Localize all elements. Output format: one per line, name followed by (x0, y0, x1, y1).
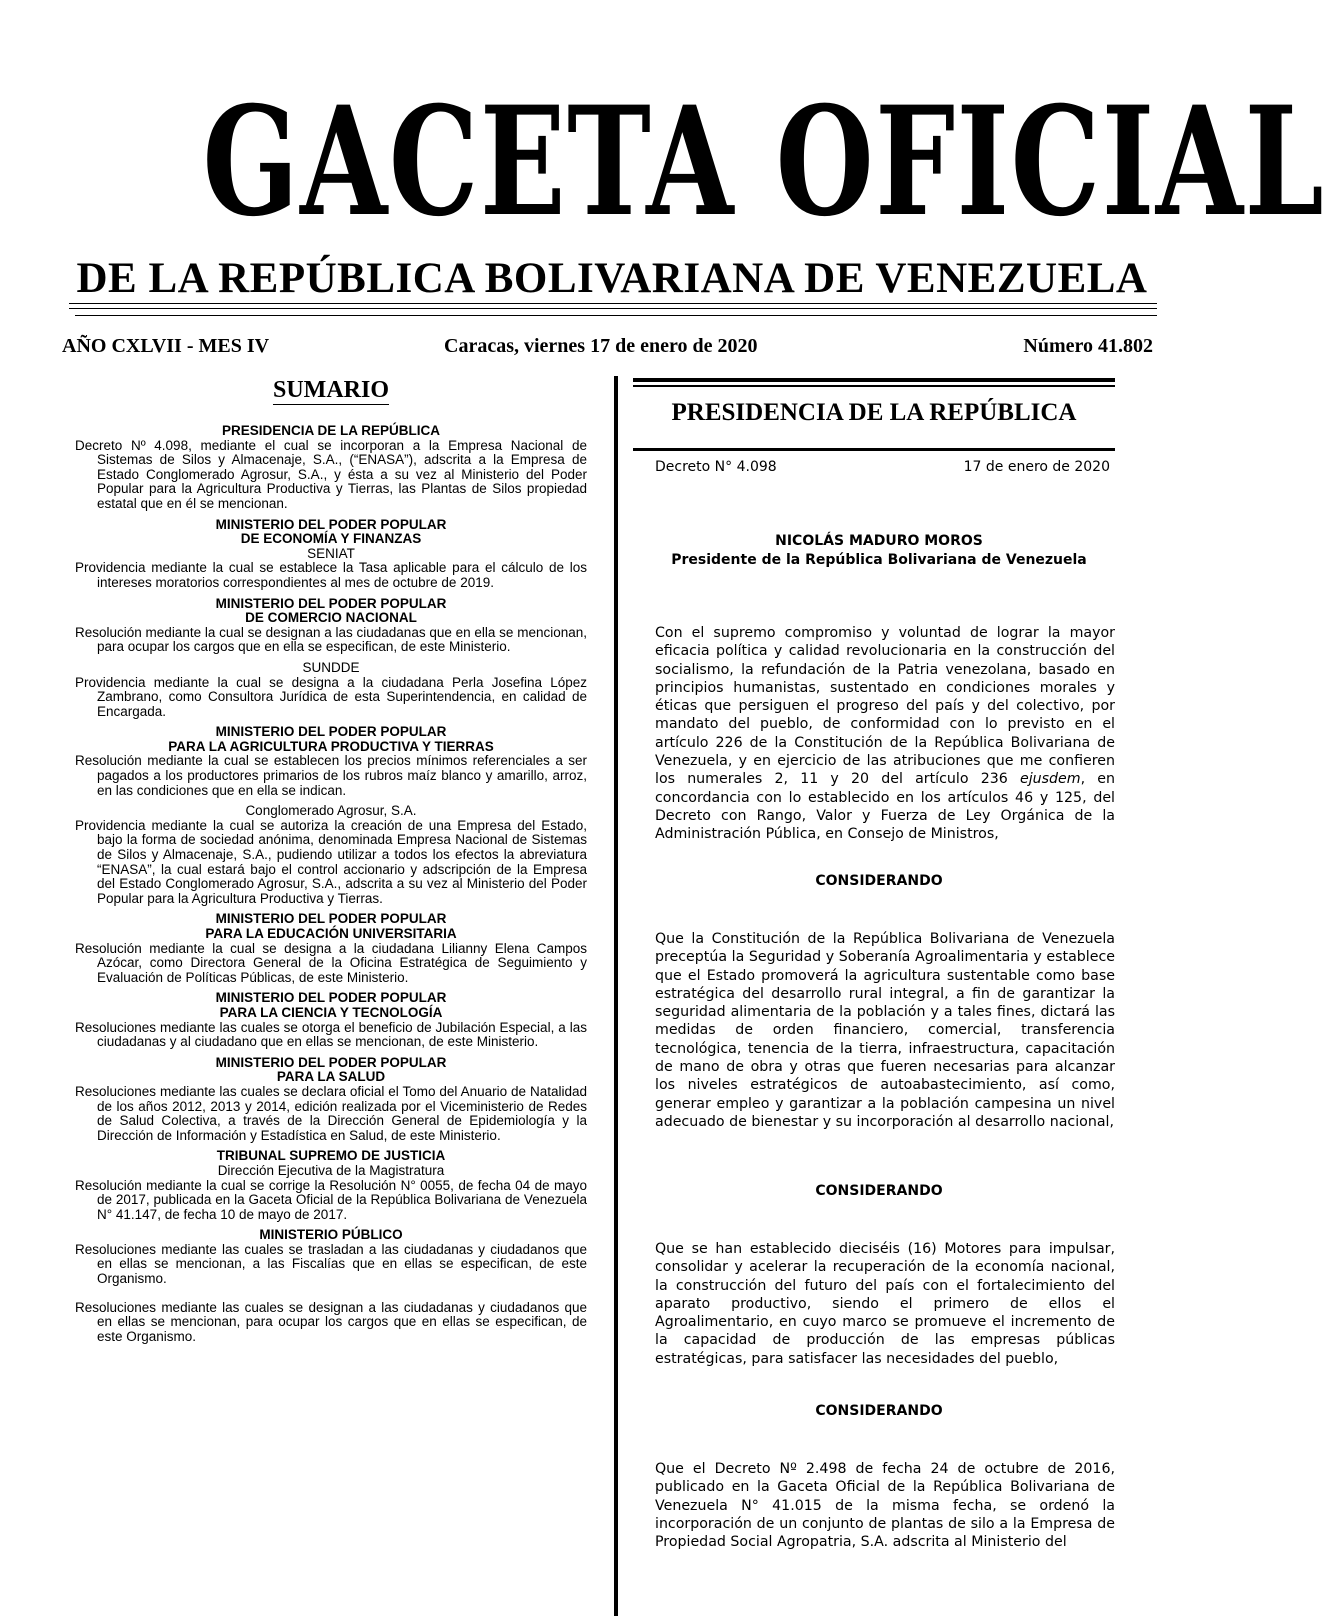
president-name: NICOLÁS MADURO MOROS (775, 533, 983, 549)
masthead-rule-thin (75, 315, 1157, 316)
gazette-subtitle: DE LA REPÚBLICA BOLIVARIANA DE VENEZUELA (76, 255, 1148, 302)
sumario-entry: Resolución mediante la cual se corrige la Resolución N° 0055, de fecha 04 de mayo de 2017, publicada en la Gaceta Oficial de la República Bolivariana de Venezuela N° 41.147, de fecha 10 de mayo de 2017. (75, 1177, 587, 1222)
sumario-heading: PARA LA AGRICULTURA PRODUCTIVA Y TIERRAS (168, 738, 494, 754)
sumario-heading: PRESIDENCIA DE LA REPÚBLICA (221, 423, 441, 438)
sumario-subheading: SENIAT (307, 545, 355, 561)
sumario-heading: DE COMERCIO NACIONAL (245, 610, 417, 626)
sumario-column (75, 376, 587, 1344)
column-divider (614, 376, 618, 1616)
sumario-entry: Resoluciones mediante las cuales se otorga el beneficio de Jubilación Especial, a las ciudadanas y al ciudadano que en ellas se mencionan, de este Ministerio. (75, 1019, 587, 1050)
sumario-heading: MINISTERIO DEL PODER POPULAR (215, 911, 447, 927)
masthead-rule-bottom (69, 308, 1157, 309)
president-title: Presidente de la República Bolivariana de Venezuela (671, 552, 1087, 568)
considerando-text-1: Que la Constitución de la República Bolivariana de Venezuela preceptúa la Seguridad y Soberanía Agroalimentaria y establece que el Estado promoverá la agricultura sustentable como base estratégica del desarrollo rural integral, a fin de garantizar la seguridad alimentaria de la población y a tales fines, dictará las medidas de orden financiero, comercial, transferencia tecnológica, tenencia de la tierra, infraestructura, capacitación de mano de obra y otras que fueren necesarias para alcanzar los niveles estratégicos de autoabastecimiento, así como, generar empleo y garantizar a la población campesina un nivel adecuado de bienestar y su incorporación al desarrollo nacional, (655, 931, 1115, 1130)
sumario-entry: Providencia mediante la cual se establece la Tasa aplicable para el cálculo de los intereses moratorios correspondientes al mes de octubre de 2019. (75, 560, 587, 590)
considerando-heading-1: CONSIDERANDO (815, 873, 943, 889)
sumario-entry: Resoluciones mediante las cuales se designan a las ciudadanas y ciudadanos que en ellas se mencionan, para ocupar los cargos que en ellas se especifican, de este Organismo. (75, 1299, 587, 1344)
considerando-heading-2: CONSIDERANDO (815, 1183, 943, 1199)
place-date: Caracas, viernes 17 de enero de 2020 (444, 335, 758, 357)
sumario-entry: Resoluciones mediante las cuales se declara oficial el Tomo del Anuario de Natalidad de los años 2012, 2013 y 2014, edición realizada por el Viceministerio de Redes de Salud Colectiva, a través de la Dirección General de Epidemiología y la Dirección de Información y Estadística en Salud, de este Ministerio. (75, 1083, 587, 1143)
sumario-subheading: Conglomerado Agrosur, S.A. (245, 803, 417, 819)
year-month: AÑO CXLVII - MES IV (62, 335, 270, 357)
sumario-entry: Resolución mediante la cual se establecen los precios mínimos referenciales a ser pagados a los productores primarios de los rubros maíz blanco y amarillo, arroz, en las condiciones que en ella se indican. (75, 753, 587, 798)
sumario-entry: Providencia mediante la cual se designa a la ciudadana Perla Josefina López Zambrano, como Consultora Jurídica de esta Superintendencia, en calidad de Encargada. (75, 674, 587, 719)
right-rule-top (633, 378, 1115, 382)
sumario-heading: MINISTERIO DEL PODER POPULAR (215, 1054, 447, 1070)
sumario-list (75, 424, 587, 1344)
sumario-entry: Decreto Nº 4.098, mediante el cual se incorporan a la Empresa Nacional de Sistemas de Silos y Almacenaje, S.A., (“ENASA”), adscrita a la Empresa de Estado Conglomerado Agrosur, S.A., y ésta a su vez al Ministerio del Poder Popular para la Agricultura Productiva y Tierras, las Plantas de Silos propiedad estatal que en él se mencionan. (75, 437, 587, 511)
sumario-entry: Providencia mediante la cual se autoriza la creación de una Empresa del Estado, bajo la forma de sociedad anónima, denominada Empresa Nacional de Sistemas de Silos y Almacenaje, S.A., pudiendo utilizar a todos los efectos la abreviatura “ENASA”, la cual estará bajo el control accionario y adscripción de la Empresa del Estado Conglomerado Agrosur, S.A., adscrita a su vez al Ministerio del Poder Popular para la Agricultura Productiva y Tierras. (75, 817, 587, 906)
sumario-heading: PARA LA SALUD (276, 1069, 386, 1085)
sumario-heading: PARA LA CIENCIA Y TECNOLOGÍA (219, 1004, 443, 1020)
masthead-rule-top (69, 303, 1157, 304)
considerando-heading-3: CONSIDERANDO (815, 1403, 943, 1419)
sumario-subheading: SUNDDE (302, 659, 360, 675)
sumario-heading: MINISTERIO DEL PODER POPULAR (215, 516, 447, 532)
sumario-heading: MINISTERIO PÚBLICO (259, 1227, 403, 1243)
sumario-heading: MINISTERIO DEL PODER POPULAR (215, 595, 447, 611)
sumario-heading: MINISTERIO DEL PODER POPULAR (215, 990, 447, 1006)
section-rule (633, 448, 1115, 451)
sumario-heading: TRIBUNAL SUPREMO DE JUSTICIA (216, 1148, 446, 1164)
sumario-heading: DE ECONOMÍA Y FINANZAS (240, 531, 422, 547)
sumario-entry: Resoluciones mediante las cuales se trasladan a las ciudadanas y ciudadanos que en ellas se mencionan, a las Fiscalías que en ellas se especifican, de este Organismo. (75, 1241, 587, 1287)
gazette-title: GACETA OFICIAL (202, 74, 1325, 250)
section-title: PRESIDENCIA DE LA REPÚBLICA (671, 399, 1077, 426)
sumario-entry: Resolución mediante la cual se designa a la ciudadana Lilianny Elena Campos Azócar, como Directora General de la Oficina Estratégica de Seguimiento y Evaluación de Políticas Públicas, de este Ministerio. (75, 940, 587, 985)
sumario-title: SUMARIO (272, 377, 389, 403)
issue-number: Número 41.802 (1023, 335, 1153, 357)
decree-intro: Con el supremo compromiso y voluntad de lograr la mayor eficacia política y calidad revolucionaria en la construcción del socialismo, la refundación de la Patria venezolana, basado en principios humanistas, sustentado en condiciones morales y éticas que persiguen el progreso del país y del colectivo, por mandato del pueblo, de conformidad con lo previsto en el artículo 226 de la Constitución de la República Bolivariana de Venezuela, y en ejercicio de las atribuciones que me confieren los numerales 2, 11 y 20 del artículo 236 ejusdem, en concordancia con lo establecido en los artículos 46 y 125, del Decreto con Rango, Valor y Fuerza de Ley Orgánica de la Administración Pública, en Consejo de Ministros, (655, 625, 1115, 843)
decree-number: Decreto N° 4.098 (655, 459, 777, 475)
right-rule-thin (633, 385, 1115, 387)
decree-date: 17 de enero de 2020 (963, 459, 1110, 475)
sumario-entry: Resolución mediante la cual se designan a las ciudadanas que en ella se mencionan, para ocupar los cargos que en ella se especifican, de este Ministerio. (75, 624, 587, 655)
sumario-heading: PARA LA EDUCACIÓN UNIVERSITARIA (205, 926, 457, 941)
sumario-subheading: Dirección Ejecutiva de la Magistratura (217, 1162, 445, 1178)
sumario-heading: MINISTERIO DEL PODER POPULAR (215, 724, 447, 740)
considerando-text-3: Que el Decreto Nº 2.498 de fecha 24 de octubre de 2016, publicado en la Gaceta Oficial de la República Bolivariana de Venezuela N° 41.015 de la misma fecha, se ordenó la incorporación de un conjunto de plantas de silo a la Empresa de Propiedad Social Agropatria, S.A. adscrita al Ministerio del (655, 1461, 1115, 1551)
considerando-text-2: Que se han establecido dieciséis (16) Motores para impulsar, consolidar y acelerar la recuperación de la economía nacional, la construcción del futuro del país con el fortalecimiento del aparato productivo, siendo el primero de ellos el Agroalimentario, en cuyo marco se promueve el incremento de la capacidad de producción de las empresas públicas estratégicas, para satisfacer las necesidades del pueblo, (655, 1241, 1115, 1367)
